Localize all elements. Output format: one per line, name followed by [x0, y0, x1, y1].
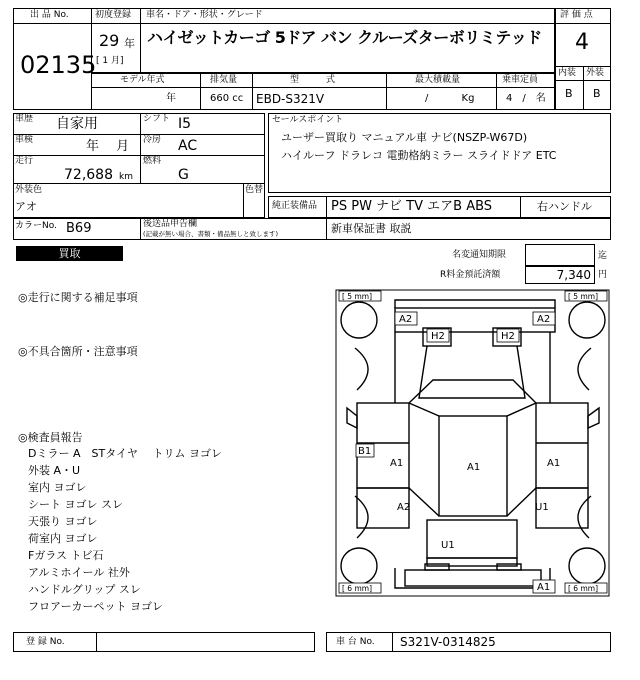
fuel-value: G: [178, 167, 189, 183]
max-load-value: / Kg: [425, 93, 475, 104]
docs-note: (記載が無い場合、書類・備品無しと致します): [143, 230, 279, 238]
docs-value: 新車保証書 取説: [331, 222, 412, 235]
model-year-label: モデル年式: [120, 75, 165, 85]
mark-roof: A1: [467, 462, 481, 473]
tire-depth-front-right: [ 5 mm]: [568, 292, 599, 301]
equipment-label: 純正装備品: [272, 201, 318, 211]
color-change-label: 色替: [245, 185, 264, 195]
shift-label: シフト: [143, 114, 171, 124]
inspector-report-line: フロアーカーペット ヨゴレ: [28, 600, 163, 613]
exterior-grade: B: [593, 87, 601, 100]
type-label: 型 式: [290, 75, 336, 85]
color-docs-row: [13, 218, 611, 240]
color-no-label: カラーNo.: [15, 221, 57, 231]
svg-text:A2: A2: [399, 314, 413, 325]
ac-value: AC: [178, 138, 198, 154]
inspector-report-line: 外装 A・U: [28, 464, 81, 477]
displacement-label: 排気量: [210, 75, 238, 85]
fuel-label: 燃料: [143, 156, 162, 166]
inspector-report-line: アルミホイール 社外: [28, 566, 130, 579]
docs-label: 後送品申告欄: [143, 219, 198, 229]
driving-remarks-label: ◎走行に関する補足事項: [18, 291, 138, 304]
mark-rear-hatch: U1: [441, 540, 455, 551]
purchase-badge: 買取: [16, 246, 123, 261]
ext-color-label: 外装色: [15, 185, 43, 195]
svg-text:H2: H2: [431, 331, 445, 342]
model-label: 車名・ドア・形状・グレード: [146, 10, 263, 20]
mark-right-rear: U1: [535, 502, 549, 513]
inspector-report-line: ハンドルグリップ スレ: [28, 583, 141, 596]
sales-label: セールスポイント: [272, 115, 344, 125]
inspector-report-line: Dミラー A STタイヤ トリム ヨゴレ: [28, 447, 222, 460]
recycle-label: R料金預託済額: [440, 270, 501, 280]
inspector-report-line: 荷室内 ヨゴレ: [28, 532, 98, 545]
tire-depth-front-left: [ 5 mm]: [342, 292, 373, 301]
sales-line-1: ユーザー買取り マニュアル車 ナビ(NSZP-W67D): [281, 131, 528, 144]
details-box: [13, 113, 265, 218]
inspection-value: 年 月: [86, 139, 130, 154]
equipment-items: PS PW ナビ TV エアB ABS: [331, 199, 493, 214]
sales-line-2: ハイルーフ ドラレコ 電動格納ミラー スライドドア ETC: [281, 149, 557, 162]
interior-label: 内装: [558, 68, 577, 78]
model-year-unit: 年: [166, 93, 176, 104]
grade-label: 評 価 点: [560, 10, 593, 20]
svg-text:A1: A1: [537, 582, 551, 593]
mark-left-rear: A2: [397, 502, 411, 513]
displacement-value: 660 cc: [210, 93, 244, 104]
max-load-label: 最大積載量: [415, 75, 461, 85]
capacity-label: 乗車定員: [502, 75, 539, 85]
year-unit: 年: [124, 37, 135, 50]
first-reg-month: [ 1 月]: [96, 56, 124, 66]
deadline-unit: 迄: [598, 251, 608, 261]
grade-value: 4: [575, 30, 589, 55]
exterior-label: 外装: [586, 68, 605, 78]
inspector-report-line: 室内 ヨゴレ: [28, 481, 87, 494]
svg-text:A2: A2: [537, 314, 551, 325]
first-reg-year: 29: [99, 31, 120, 50]
defects-remarks-label: ◎不具合箇所・注意事項: [18, 345, 138, 358]
color-no-value: B69: [66, 221, 92, 236]
model-name: ハイゼットカーゴ 5ドア バン クルーズターボリミテッド: [147, 28, 542, 47]
recycle-amount: 7,340: [556, 268, 591, 282]
interior-grade: B: [565, 87, 573, 100]
capacity-value: 4 / 名: [506, 93, 546, 104]
steering-value: 右ハンドル: [537, 200, 592, 213]
type-code: EBD-S321V: [256, 92, 325, 106]
vehicle-damage-diagram: [335, 288, 611, 598]
history-label: 車歴: [15, 114, 34, 124]
mileage-unit: km: [119, 172, 133, 182]
mark-right-door: A1: [547, 458, 561, 469]
inspection-label: 車検: [15, 135, 34, 145]
deadline-box: [525, 244, 595, 266]
deadline-label: 名変通知期限: [452, 250, 507, 260]
tire-depth-rear-left: [ 6 mm]: [342, 584, 373, 593]
lot-number: 02135: [20, 51, 97, 79]
recycle-unit: 円: [598, 270, 608, 280]
svg-text:B1: B1: [358, 446, 372, 457]
inspector-report-line: Fガラス トビ石: [28, 549, 104, 562]
chassis-no-label: 車 台 No.: [336, 637, 375, 647]
ext-color-value: アオ: [15, 200, 37, 213]
shift-value: I5: [178, 116, 192, 132]
inspector-report-label: ◎検査員報告: [18, 431, 83, 444]
svg-text:H2: H2: [501, 331, 515, 342]
first-reg-label: 初度登録: [95, 10, 132, 20]
mark-front-right: [533, 312, 555, 325]
mark-rear-bumper: [533, 580, 555, 593]
mark-headlight-left: [427, 329, 449, 342]
ac-label: 冷房: [143, 135, 162, 145]
chassis-no-value: S321V-0314825: [400, 635, 496, 649]
mileage-value: 72,688: [64, 167, 113, 183]
mark-headlight-right: [497, 329, 519, 342]
lot-label: 出 品 No.: [30, 10, 69, 20]
mark-left-door: A1: [390, 458, 404, 469]
inspector-report-line: シート ヨゴレ スレ: [28, 498, 123, 511]
history-value: 自家用: [56, 116, 98, 132]
mileage-label: 走行: [15, 156, 34, 166]
inspector-report-line: 天張り ヨゴレ: [28, 515, 98, 528]
mark-front-left: [395, 312, 417, 325]
mark-left-mirror: [356, 444, 374, 457]
tire-depth-rear-right: [ 6 mm]: [568, 584, 599, 593]
reg-no-label: 登 録 No.: [26, 637, 65, 647]
